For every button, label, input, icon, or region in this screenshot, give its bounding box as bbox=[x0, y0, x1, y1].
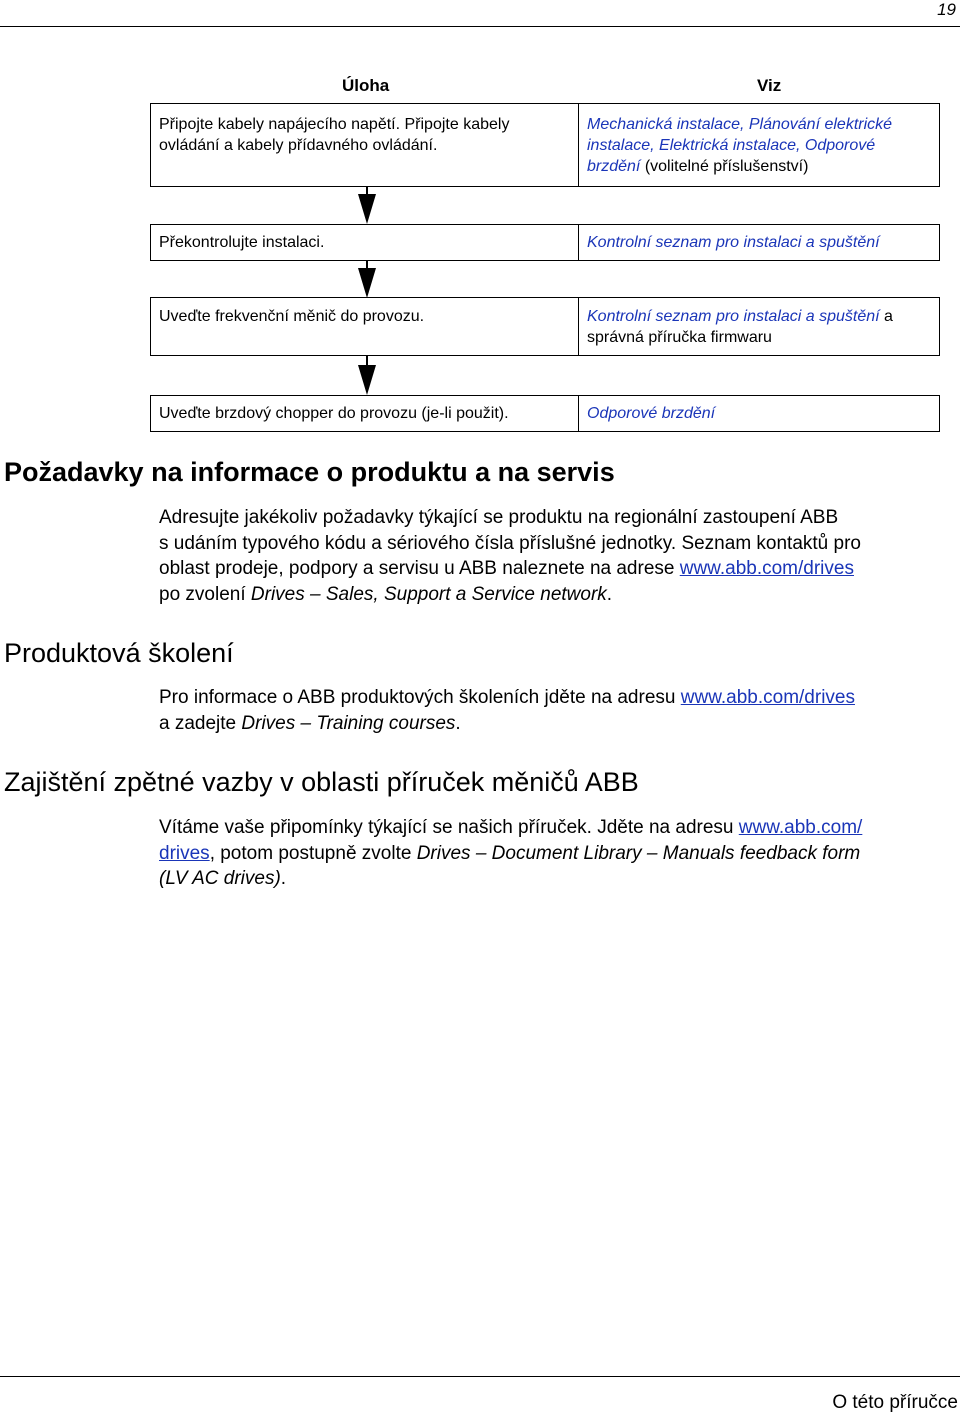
paragraph-line: s udáním typového kódu a sériového čísla příslušné jednotky. Seznam kontaktů pro bbox=[159, 532, 861, 554]
flow-divider bbox=[578, 104, 579, 186]
training-paragraph bbox=[159, 685, 959, 736]
paragraph-text: Pro informace o ABB produktových školeních jděte na adresu bbox=[159, 687, 681, 708]
flow-step-4-reference[interactable]: Odporové brzdění bbox=[587, 405, 716, 422]
section-heading-support: Požadavky na informace o produktu a na servis bbox=[4, 457, 615, 487]
paragraph-line: Adresujte jakékoliv požadavky týkající se produktu na regionální zastoupení ABB bbox=[159, 507, 839, 528]
flow-arrow-down-icon bbox=[358, 268, 376, 298]
reference-link[interactable]: Kontrolní seznam pro instalaci a spuštění bbox=[587, 308, 880, 325]
flow-divider bbox=[578, 298, 579, 355]
abb-drives-link[interactable]: drives bbox=[159, 842, 210, 864]
menu-path: Drives – Document Library – Manuals feedback form bbox=[416, 842, 861, 864]
page-number: 19 bbox=[937, 0, 956, 19]
reference-link[interactable]: instalace, Elektrická instalace, Odporové bbox=[587, 137, 876, 154]
header-rule bbox=[0, 26, 960, 27]
task-line: ovládání a kabely přídavného ovládání. bbox=[159, 137, 438, 154]
flow-step-2-reference[interactable]: Kontrolní seznam pro instalaci a spuštění bbox=[587, 234, 880, 251]
reference-link[interactable]: brzdění bbox=[587, 158, 641, 175]
column-header-see: Viz bbox=[757, 76, 782, 95]
flow-step-1-task bbox=[159, 114, 569, 156]
flow-divider bbox=[578, 225, 579, 260]
paragraph-text: a zadejte bbox=[159, 712, 242, 734]
feedback-paragraph bbox=[159, 815, 959, 892]
abb-drives-link[interactable]: www.abb.com/drives bbox=[679, 558, 854, 579]
reference-text: správná příručka firmwaru bbox=[587, 329, 772, 346]
flow-step-3-task: Uveďte frekvenční měnič do provozu. bbox=[159, 308, 425, 325]
abb-drives-link[interactable]: www.abb.com/ bbox=[738, 817, 863, 838]
flow-step-4-task: Uveďte brzdový chopper do provozu (je-li použit). bbox=[159, 405, 509, 422]
flow-step-2 bbox=[150, 224, 940, 261]
flow-step-2-task: Překontrolujte instalaci. bbox=[159, 234, 325, 251]
flow-step-1 bbox=[150, 103, 940, 187]
paragraph-text: oblast prodeje, podpory a servisu u ABB naleznete na adrese bbox=[159, 558, 680, 579]
support-paragraph bbox=[159, 505, 959, 607]
section-heading-training: Produktová školení bbox=[4, 638, 234, 668]
flow-step-1-reference bbox=[587, 114, 932, 177]
flow-divider bbox=[578, 396, 579, 431]
paragraph-text: po zvolení bbox=[159, 583, 251, 605]
paragraph-text: . bbox=[455, 712, 461, 734]
paragraph-text: . bbox=[606, 583, 613, 605]
paragraph-text: . bbox=[280, 868, 287, 889]
reference-text: a bbox=[879, 308, 893, 325]
footer-title: O této příručce bbox=[832, 1392, 958, 1413]
menu-path: Drives – Training courses bbox=[241, 712, 456, 734]
flow-step-4 bbox=[150, 395, 940, 432]
paragraph-text: Vítáme vaše připomínky týkající se našich příruček. Jděte na adresu bbox=[159, 817, 739, 838]
task-line: Připojte kabely napájecího napětí. Připojte kabely bbox=[159, 116, 510, 133]
footer-rule bbox=[0, 1376, 960, 1377]
flow-step-3 bbox=[150, 297, 940, 356]
section-heading-feedback: Zajištění zpětné vazby v oblasti příruček měničů ABB bbox=[4, 767, 639, 797]
reference-link[interactable]: Mechanická instalace, Plánování elektrické bbox=[587, 116, 893, 133]
paragraph-text: , potom postupně zvolte bbox=[209, 842, 417, 864]
menu-path: (LV AC drives) bbox=[159, 868, 281, 889]
flow-step-3-reference bbox=[587, 306, 932, 348]
flow-arrow-down-icon bbox=[358, 194, 376, 224]
reference-text: (volitelné příslušenství) bbox=[640, 158, 809, 175]
menu-path: Drives – Sales, Support a Service network bbox=[250, 583, 607, 605]
flow-arrow-down-icon bbox=[358, 365, 376, 395]
column-header-task: Úloha bbox=[342, 76, 390, 95]
abb-drives-link[interactable]: www.abb.com/drives bbox=[680, 687, 855, 708]
